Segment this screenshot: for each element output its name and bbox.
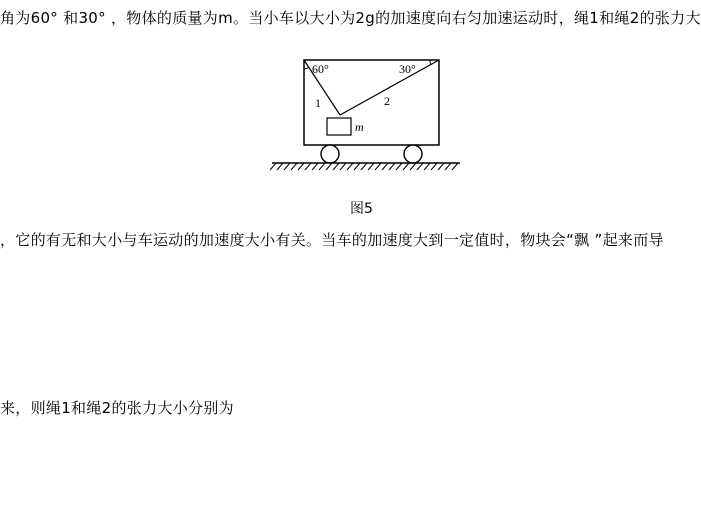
- hatch-mark: [438, 163, 444, 170]
- wheel-left: [321, 145, 339, 163]
- hatch-mark: [445, 163, 451, 170]
- wheel-right: [404, 145, 422, 163]
- hatch-mark: [424, 163, 430, 170]
- mass-label: m: [355, 120, 364, 134]
- hatch-mark: [333, 163, 339, 170]
- hatch-mark: [452, 163, 458, 170]
- hatch-mark: [396, 163, 402, 170]
- hatch-mark: [361, 163, 367, 170]
- hatch-mark: [431, 163, 437, 170]
- hatch-mark: [382, 163, 388, 170]
- hatch-mark: [277, 163, 283, 170]
- figure-caption: 图5: [350, 201, 373, 217]
- problem-text-line-3: 来，则绳1和绳2的张力大小分别为: [0, 399, 234, 417]
- hatch-mark: [417, 163, 423, 170]
- hatch-mark: [312, 163, 318, 170]
- angle-label-right: 30°: [399, 62, 416, 76]
- problem-text-line-2: ，它的有无和大小与车运动的加速度大小有关。当车的加速度大到一定值时，物块会“飘 ”起来而导: [0, 231, 664, 249]
- hatch-mark: [368, 163, 374, 170]
- hatch-mark: [410, 163, 416, 170]
- cart-diagram-svg: [270, 55, 470, 180]
- ground-hatching: [270, 163, 458, 170]
- hatch-mark: [326, 163, 332, 170]
- hatch-mark: [284, 163, 290, 170]
- angle-label-left: 60°: [312, 62, 329, 76]
- hatch-mark: [375, 163, 381, 170]
- hatch-mark: [347, 163, 353, 170]
- problem-text-line-1: 角为60° 和30° ，物体的质量为m。当小车以大小为2g的加速度向右匀加速运动时，绳1和绳2的张力大: [0, 9, 701, 27]
- hatch-mark: [403, 163, 409, 170]
- rope-1-label: 1: [315, 96, 321, 110]
- hatch-mark: [340, 163, 346, 170]
- hatch-mark: [305, 163, 311, 170]
- cart-diagram: [270, 55, 470, 180]
- block: [327, 118, 351, 135]
- hatch-mark: [389, 163, 395, 170]
- hatch-mark: [319, 163, 325, 170]
- rope-2-label: 2: [384, 94, 390, 108]
- hatch-mark: [298, 163, 304, 170]
- hatch-mark: [270, 163, 276, 170]
- hatch-mark: [291, 163, 297, 170]
- hatch-mark: [354, 163, 360, 170]
